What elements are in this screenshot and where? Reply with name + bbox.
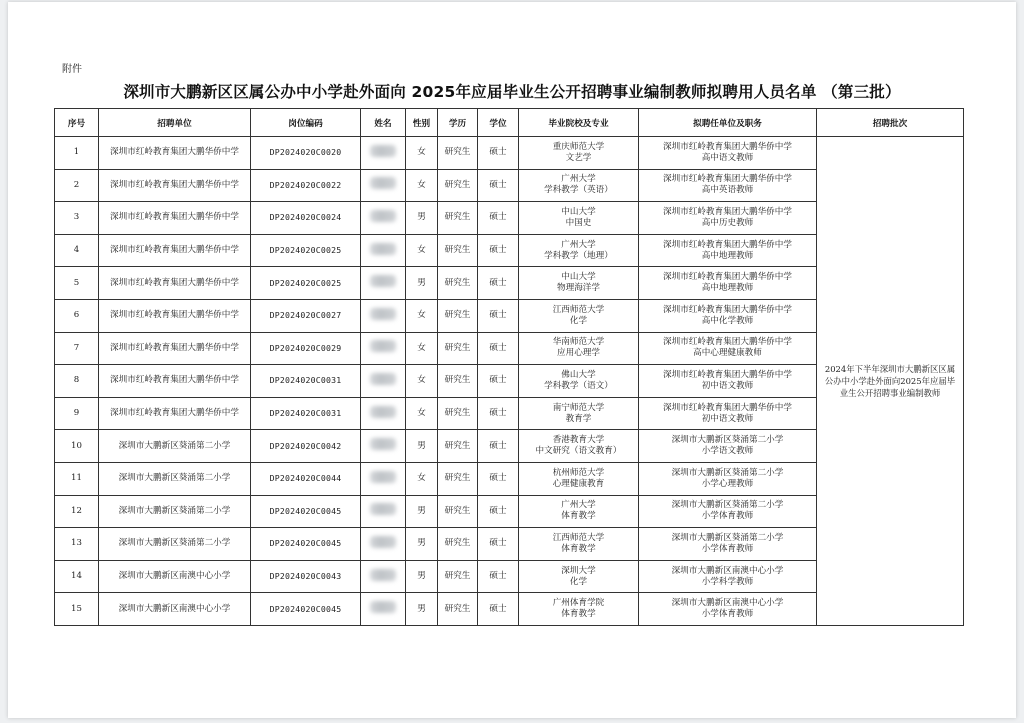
school-and-major bbox=[519, 267, 639, 300]
school-and-major bbox=[519, 430, 639, 463]
recruiting-unit: 深圳市红岭教育集团大鹏华侨中学 bbox=[99, 332, 251, 365]
appointed-unit: 深圳市红岭教育集团大鹏华侨中学 bbox=[663, 206, 792, 217]
school-and-major bbox=[519, 462, 639, 495]
redacted-name-blur bbox=[370, 177, 396, 189]
gender: 男 bbox=[406, 528, 438, 561]
major-name: 体育教学 bbox=[561, 511, 596, 522]
appointed-unit-and-role bbox=[639, 593, 817, 626]
appointed-unit: 深圳市大鹏新区葵涌第二小学 bbox=[671, 532, 784, 543]
appointed-role: 高中化学教师 bbox=[701, 315, 754, 326]
school-and-major bbox=[519, 169, 639, 202]
recruiting-unit: 深圳市红岭教育集团大鹏华侨中学 bbox=[99, 365, 251, 398]
school-and-major bbox=[519, 528, 639, 561]
major-name: 物理海洋学 bbox=[557, 283, 600, 294]
appointed-role: 高中心理健康教师 bbox=[693, 348, 762, 359]
position-code: DP2024020C0031 bbox=[251, 397, 361, 430]
candidate-name-redacted bbox=[361, 397, 406, 430]
appointed-role: 高中语文教师 bbox=[701, 152, 754, 163]
school-and-major bbox=[519, 495, 639, 528]
position-code: DP2024020C0044 bbox=[251, 462, 361, 495]
header-post: 拟聘任单位及职务 bbox=[639, 109, 817, 137]
header-unit: 招聘单位 bbox=[99, 109, 251, 137]
row-number: 13 bbox=[55, 528, 99, 561]
appointed-unit: 深圳市红岭教育集团大鹏华侨中学 bbox=[663, 141, 792, 152]
table-header-row bbox=[55, 109, 964, 137]
candidate-name-redacted bbox=[361, 267, 406, 300]
major-name: 中文研究（语文教育） bbox=[535, 446, 622, 457]
degree: 硕士 bbox=[478, 202, 519, 235]
education: 研究生 bbox=[438, 202, 478, 235]
position-code: DP2024020C0027 bbox=[251, 299, 361, 332]
major-name: 教育学 bbox=[565, 413, 592, 424]
appointed-unit-and-role bbox=[639, 528, 817, 561]
row-number: 15 bbox=[55, 593, 99, 626]
appointed-unit-and-role bbox=[639, 169, 817, 202]
appointed-unit: 深圳市红岭教育集团大鹏华侨中学 bbox=[663, 239, 792, 250]
redacted-name-blur bbox=[370, 406, 396, 418]
school-name: 江西师范大学 bbox=[552, 304, 605, 315]
degree: 硕士 bbox=[478, 169, 519, 202]
candidate-name-redacted bbox=[361, 202, 406, 235]
appointed-unit: 深圳市红岭教育集团大鹏华侨中学 bbox=[663, 304, 792, 315]
school-name: 广州大学 bbox=[561, 500, 596, 511]
degree: 硕士 bbox=[478, 430, 519, 463]
redacted-name-blur bbox=[370, 601, 396, 613]
appointed-unit-and-role bbox=[639, 137, 817, 170]
gender: 女 bbox=[406, 332, 438, 365]
school-name: 广州大学 bbox=[561, 239, 596, 250]
school-name: 佛山大学 bbox=[561, 369, 596, 380]
position-code: DP2024020C0045 bbox=[251, 495, 361, 528]
appointed-unit: 深圳市大鹏新区葵涌第二小学 bbox=[671, 467, 784, 478]
major-name: 学科教学（语文） bbox=[544, 380, 613, 391]
major-name: 心理健康教育 bbox=[552, 478, 605, 489]
degree: 硕士 bbox=[478, 267, 519, 300]
row-number: 3 bbox=[55, 202, 99, 235]
school-and-major bbox=[519, 137, 639, 170]
row-number: 1 bbox=[55, 137, 99, 170]
appointed-role: 高中英语教师 bbox=[701, 185, 754, 196]
major-name: 学科教学（英语） bbox=[544, 185, 613, 196]
education: 研究生 bbox=[438, 137, 478, 170]
redacted-name-blur bbox=[370, 536, 396, 548]
appointed-role: 初中语文教师 bbox=[701, 380, 754, 391]
redacted-name-blur bbox=[370, 210, 396, 222]
education: 研究生 bbox=[438, 234, 478, 267]
recruiting-unit: 深圳市红岭教育集团大鹏华侨中学 bbox=[99, 234, 251, 267]
degree: 硕士 bbox=[478, 462, 519, 495]
row-number: 5 bbox=[55, 267, 99, 300]
major-name: 化学 bbox=[569, 576, 588, 587]
recruiting-unit: 深圳市大鹏新区葵涌第二小学 bbox=[99, 430, 251, 463]
position-code: DP2024020C0043 bbox=[251, 560, 361, 593]
appointed-unit: 深圳市大鹏新区南澳中心小学 bbox=[671, 565, 784, 576]
row-number: 4 bbox=[55, 234, 99, 267]
candidate-name-redacted bbox=[361, 234, 406, 267]
candidate-name-redacted bbox=[361, 169, 406, 202]
major-name: 学科教学（地理） bbox=[544, 250, 613, 261]
row-number: 11 bbox=[55, 462, 99, 495]
education: 研究生 bbox=[438, 528, 478, 561]
recruiting-unit: 深圳市红岭教育集团大鹏华侨中学 bbox=[99, 267, 251, 300]
school-and-major bbox=[519, 397, 639, 430]
degree: 硕士 bbox=[478, 137, 519, 170]
appointed-unit-and-role bbox=[639, 234, 817, 267]
candidate-name-redacted bbox=[361, 137, 406, 170]
recruitment-batch: 2024年下半年深圳市大鹏新区区属公办中小学赴外面向2025年应届毕业生公开招聘事业编制教师 bbox=[817, 137, 964, 626]
candidate-name-redacted bbox=[361, 560, 406, 593]
school-name: 华南师范大学 bbox=[552, 337, 605, 348]
education: 研究生 bbox=[438, 169, 478, 202]
row-number: 2 bbox=[55, 169, 99, 202]
appointed-unit: 深圳市大鹏新区葵涌第二小学 bbox=[671, 435, 784, 446]
gender: 男 bbox=[406, 430, 438, 463]
appointed-unit: 深圳市红岭教育集团大鹏华侨中学 bbox=[663, 337, 792, 348]
recruiting-unit: 深圳市红岭教育集团大鹏华侨中学 bbox=[99, 169, 251, 202]
attachment-label: 附件 bbox=[62, 64, 82, 75]
appointed-role: 初中语文教师 bbox=[701, 413, 754, 424]
degree: 硕士 bbox=[478, 299, 519, 332]
row-number: 7 bbox=[55, 332, 99, 365]
school-name: 杭州师范大学 bbox=[552, 467, 605, 478]
position-code: DP2024020C0022 bbox=[251, 169, 361, 202]
position-code: DP2024020C0025 bbox=[251, 267, 361, 300]
appointed-role: 小学体育教师 bbox=[701, 511, 754, 522]
recruiting-unit: 深圳市红岭教育集团大鹏华侨中学 bbox=[99, 397, 251, 430]
appointed-unit-and-role bbox=[639, 397, 817, 430]
appointed-unit-and-role bbox=[639, 267, 817, 300]
degree: 硕士 bbox=[478, 495, 519, 528]
education: 研究生 bbox=[438, 560, 478, 593]
appointed-unit: 深圳市红岭教育集团大鹏华侨中学 bbox=[663, 402, 792, 413]
position-code: DP2024020C0025 bbox=[251, 234, 361, 267]
education: 研究生 bbox=[438, 267, 478, 300]
row-number: 10 bbox=[55, 430, 99, 463]
school-name: 南宁师范大学 bbox=[552, 402, 605, 413]
row-number: 9 bbox=[55, 397, 99, 430]
position-code: DP2024020C0045 bbox=[251, 593, 361, 626]
redacted-name-blur bbox=[370, 471, 396, 483]
appointed-role: 高中地理教师 bbox=[701, 250, 754, 261]
education: 研究生 bbox=[438, 365, 478, 398]
school-name: 广州体育学院 bbox=[552, 598, 605, 609]
redacted-name-blur bbox=[370, 340, 396, 352]
appointed-unit-and-role bbox=[639, 365, 817, 398]
recruiting-unit: 深圳市红岭教育集团大鹏华侨中学 bbox=[99, 202, 251, 235]
appointed-unit: 深圳市大鹏新区葵涌第二小学 bbox=[671, 500, 784, 511]
school-and-major bbox=[519, 202, 639, 235]
appointed-unit: 深圳市红岭教育集团大鹏华侨中学 bbox=[663, 369, 792, 380]
candidate-name-redacted bbox=[361, 528, 406, 561]
gender: 男 bbox=[406, 202, 438, 235]
header-code: 岗位编码 bbox=[251, 109, 361, 137]
school-name: 中山大学 bbox=[561, 272, 596, 283]
school-name: 重庆师范大学 bbox=[552, 141, 605, 152]
redacted-name-blur bbox=[370, 373, 396, 385]
appointed-role: 高中历史教师 bbox=[701, 217, 754, 228]
candidate-name-redacted bbox=[361, 299, 406, 332]
education: 研究生 bbox=[438, 397, 478, 430]
header-degree: 学位 bbox=[478, 109, 519, 137]
redacted-name-blur bbox=[370, 308, 396, 320]
candidates-table bbox=[54, 108, 964, 626]
header-gender: 性别 bbox=[406, 109, 438, 137]
major-name: 体育教学 bbox=[561, 609, 596, 620]
school-and-major bbox=[519, 365, 639, 398]
degree: 硕士 bbox=[478, 397, 519, 430]
education: 研究生 bbox=[438, 462, 478, 495]
row-number: 8 bbox=[55, 365, 99, 398]
redacted-name-blur bbox=[370, 145, 396, 157]
redacted-name-blur bbox=[370, 569, 396, 581]
recruiting-unit: 深圳市大鹏新区南澳中心小学 bbox=[99, 593, 251, 626]
degree: 硕士 bbox=[478, 560, 519, 593]
school-and-major bbox=[519, 234, 639, 267]
position-code: DP2024020C0024 bbox=[251, 202, 361, 235]
gender: 男 bbox=[406, 267, 438, 300]
recruiting-unit: 深圳市大鹏新区南澳中心小学 bbox=[99, 560, 251, 593]
recruiting-unit: 深圳市大鹏新区葵涌第二小学 bbox=[99, 495, 251, 528]
degree: 硕士 bbox=[478, 234, 519, 267]
appointed-unit-and-role bbox=[639, 495, 817, 528]
gender: 男 bbox=[406, 560, 438, 593]
appointed-unit-and-role bbox=[639, 202, 817, 235]
document-page bbox=[8, 2, 1016, 718]
appointed-unit-and-role bbox=[639, 299, 817, 332]
appointed-role: 小学体育教师 bbox=[701, 543, 754, 554]
position-code: DP2024020C0045 bbox=[251, 528, 361, 561]
degree: 硕士 bbox=[478, 593, 519, 626]
appointed-unit-and-role bbox=[639, 332, 817, 365]
school-and-major bbox=[519, 299, 639, 332]
appointed-unit: 深圳市红岭教育集团大鹏华侨中学 bbox=[663, 272, 792, 283]
row-number: 12 bbox=[55, 495, 99, 528]
table-row bbox=[55, 137, 964, 170]
education: 研究生 bbox=[438, 593, 478, 626]
school-and-major bbox=[519, 560, 639, 593]
row-number: 14 bbox=[55, 560, 99, 593]
education: 研究生 bbox=[438, 430, 478, 463]
education: 研究生 bbox=[438, 495, 478, 528]
redacted-name-blur bbox=[370, 503, 396, 515]
gender: 女 bbox=[406, 299, 438, 332]
major-name: 中国史 bbox=[565, 217, 592, 228]
gender: 女 bbox=[406, 234, 438, 267]
gender: 男 bbox=[406, 593, 438, 626]
school-and-major bbox=[519, 593, 639, 626]
major-name: 体育教学 bbox=[561, 543, 596, 554]
recruiting-unit: 深圳市红岭教育集团大鹏华侨中学 bbox=[99, 299, 251, 332]
appointed-role: 小学心理教师 bbox=[701, 478, 754, 489]
header-school-major: 毕业院校及专业 bbox=[519, 109, 639, 137]
recruiting-unit: 深圳市大鹏新区葵涌第二小学 bbox=[99, 528, 251, 561]
gender: 女 bbox=[406, 137, 438, 170]
appointed-unit: 深圳市红岭教育集团大鹏华侨中学 bbox=[663, 174, 792, 185]
gender: 女 bbox=[406, 169, 438, 202]
gender: 女 bbox=[406, 365, 438, 398]
candidate-name-redacted bbox=[361, 593, 406, 626]
redacted-name-blur bbox=[370, 243, 396, 255]
school-name: 江西师范大学 bbox=[552, 532, 605, 543]
degree: 硕士 bbox=[478, 528, 519, 561]
appointed-unit: 深圳市大鹏新区南澳中心小学 bbox=[671, 598, 784, 609]
appointed-unit-and-role bbox=[639, 430, 817, 463]
header-batch: 招聘批次 bbox=[817, 109, 964, 137]
recruiting-unit: 深圳市红岭教育集团大鹏华侨中学 bbox=[99, 137, 251, 170]
education: 研究生 bbox=[438, 332, 478, 365]
degree: 硕士 bbox=[478, 365, 519, 398]
candidate-name-redacted bbox=[361, 430, 406, 463]
school-name: 深圳大学 bbox=[561, 565, 596, 576]
degree: 硕士 bbox=[478, 332, 519, 365]
appointed-role: 小学语文教师 bbox=[701, 446, 754, 457]
candidate-name-redacted bbox=[361, 495, 406, 528]
position-code: DP2024020C0031 bbox=[251, 365, 361, 398]
candidate-name-redacted bbox=[361, 332, 406, 365]
appointed-unit-and-role bbox=[639, 560, 817, 593]
appointed-role: 小学体育教师 bbox=[701, 609, 754, 620]
appointed-role: 高中地理教师 bbox=[701, 283, 754, 294]
recruiting-unit: 深圳市大鹏新区葵涌第二小学 bbox=[99, 462, 251, 495]
header-education: 学历 bbox=[438, 109, 478, 137]
education: 研究生 bbox=[438, 299, 478, 332]
school-name: 中山大学 bbox=[561, 206, 596, 217]
gender: 女 bbox=[406, 397, 438, 430]
position-code: DP2024020C0020 bbox=[251, 137, 361, 170]
candidate-name-redacted bbox=[361, 462, 406, 495]
major-name: 化学 bbox=[569, 315, 588, 326]
document-title: 深圳市大鹏新区区属公办中小学赴外面向 2025年应届毕业生公开招聘事业编制教师拟聘用人员名单 （第三批） bbox=[123, 83, 901, 101]
header-name: 姓名 bbox=[361, 109, 406, 137]
row-number: 6 bbox=[55, 299, 99, 332]
gender: 男 bbox=[406, 495, 438, 528]
school-name: 香港教育大学 bbox=[552, 435, 605, 446]
position-code: DP2024020C0042 bbox=[251, 430, 361, 463]
position-code: DP2024020C0029 bbox=[251, 332, 361, 365]
school-name: 广州大学 bbox=[561, 174, 596, 185]
redacted-name-blur bbox=[370, 275, 396, 287]
appointed-role: 小学科学教师 bbox=[701, 576, 754, 587]
gender: 女 bbox=[406, 462, 438, 495]
redacted-name-blur bbox=[370, 438, 396, 450]
appointed-unit-and-role bbox=[639, 462, 817, 495]
candidate-name-redacted bbox=[361, 365, 406, 398]
header-no: 序号 bbox=[55, 109, 99, 137]
school-and-major bbox=[519, 332, 639, 365]
major-name: 应用心理学 bbox=[557, 348, 600, 359]
major-name: 文艺学 bbox=[565, 152, 592, 163]
